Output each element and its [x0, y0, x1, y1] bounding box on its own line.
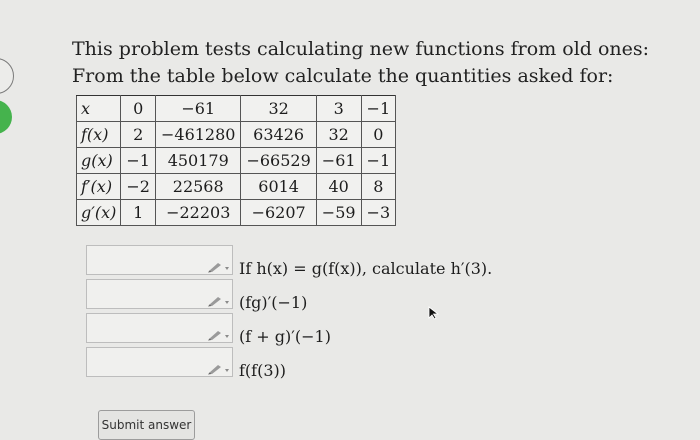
table-cell: 40: [316, 174, 361, 200]
problem-intro: [72, 36, 649, 90]
pencil-icon: [205, 328, 233, 342]
table-cell: 22568: [155, 174, 240, 200]
table-cell: −2: [121, 174, 156, 200]
table-cell: 32: [241, 96, 316, 122]
table-cell: 0: [121, 96, 156, 122]
table-cell: 0: [361, 122, 396, 148]
pencil-icon: [205, 294, 233, 308]
table-cell: 32: [316, 122, 361, 148]
question-1: If h(x) = g(f(x)), calculate h′(3).: [239, 259, 493, 278]
table-row: [77, 200, 396, 226]
table-cell: g′(x): [77, 200, 121, 226]
intro-line-1: This problem tests calculating new functions from old ones:: [72, 38, 650, 60]
table-cell: g(x): [77, 148, 121, 174]
table-cell: 3: [316, 96, 361, 122]
table-cell: −66529: [241, 148, 316, 174]
table-cell: 8: [361, 174, 396, 200]
table-cell: −1: [121, 148, 156, 174]
table-row: [77, 148, 396, 174]
side-indicator-green-circle: [0, 100, 12, 134]
table-row: [77, 122, 396, 148]
function-value-table: [76, 95, 396, 226]
table-cell: −61: [316, 148, 361, 174]
pencil-icon: [205, 362, 233, 376]
table-cell: 1: [121, 200, 156, 226]
table-cell: −59: [316, 200, 361, 226]
table-cell: −461280: [155, 122, 240, 148]
table-cell: x: [77, 96, 121, 122]
table-cell: −1: [361, 148, 396, 174]
table-cell: −1: [361, 96, 396, 122]
table-cell: −61: [155, 96, 240, 122]
question-2: (fg)′(−1): [239, 293, 308, 312]
table-row: [77, 96, 396, 122]
table-cell: f′(x): [77, 174, 121, 200]
table-cell: 2: [121, 122, 156, 148]
intro-line-2: From the table below calculate the quantities asked for:: [72, 65, 614, 87]
table-cell: −3: [361, 200, 396, 226]
side-indicator-circle: [0, 58, 14, 94]
mouse-cursor-icon: [428, 306, 440, 320]
table-cell: −22203: [155, 200, 240, 226]
table-cell: f(x): [77, 122, 121, 148]
submit-answer-button[interactable]: Submit answer: [98, 410, 195, 440]
question-4: f(f(3)): [239, 361, 286, 380]
pencil-icon: [205, 260, 233, 274]
table-cell: 6014: [241, 174, 316, 200]
table-cell: −6207: [241, 200, 316, 226]
question-3: (f + g)′(−1): [239, 327, 331, 346]
table-cell: 450179: [155, 148, 240, 174]
table-row: [77, 174, 396, 200]
table-cell: 63426: [241, 122, 316, 148]
